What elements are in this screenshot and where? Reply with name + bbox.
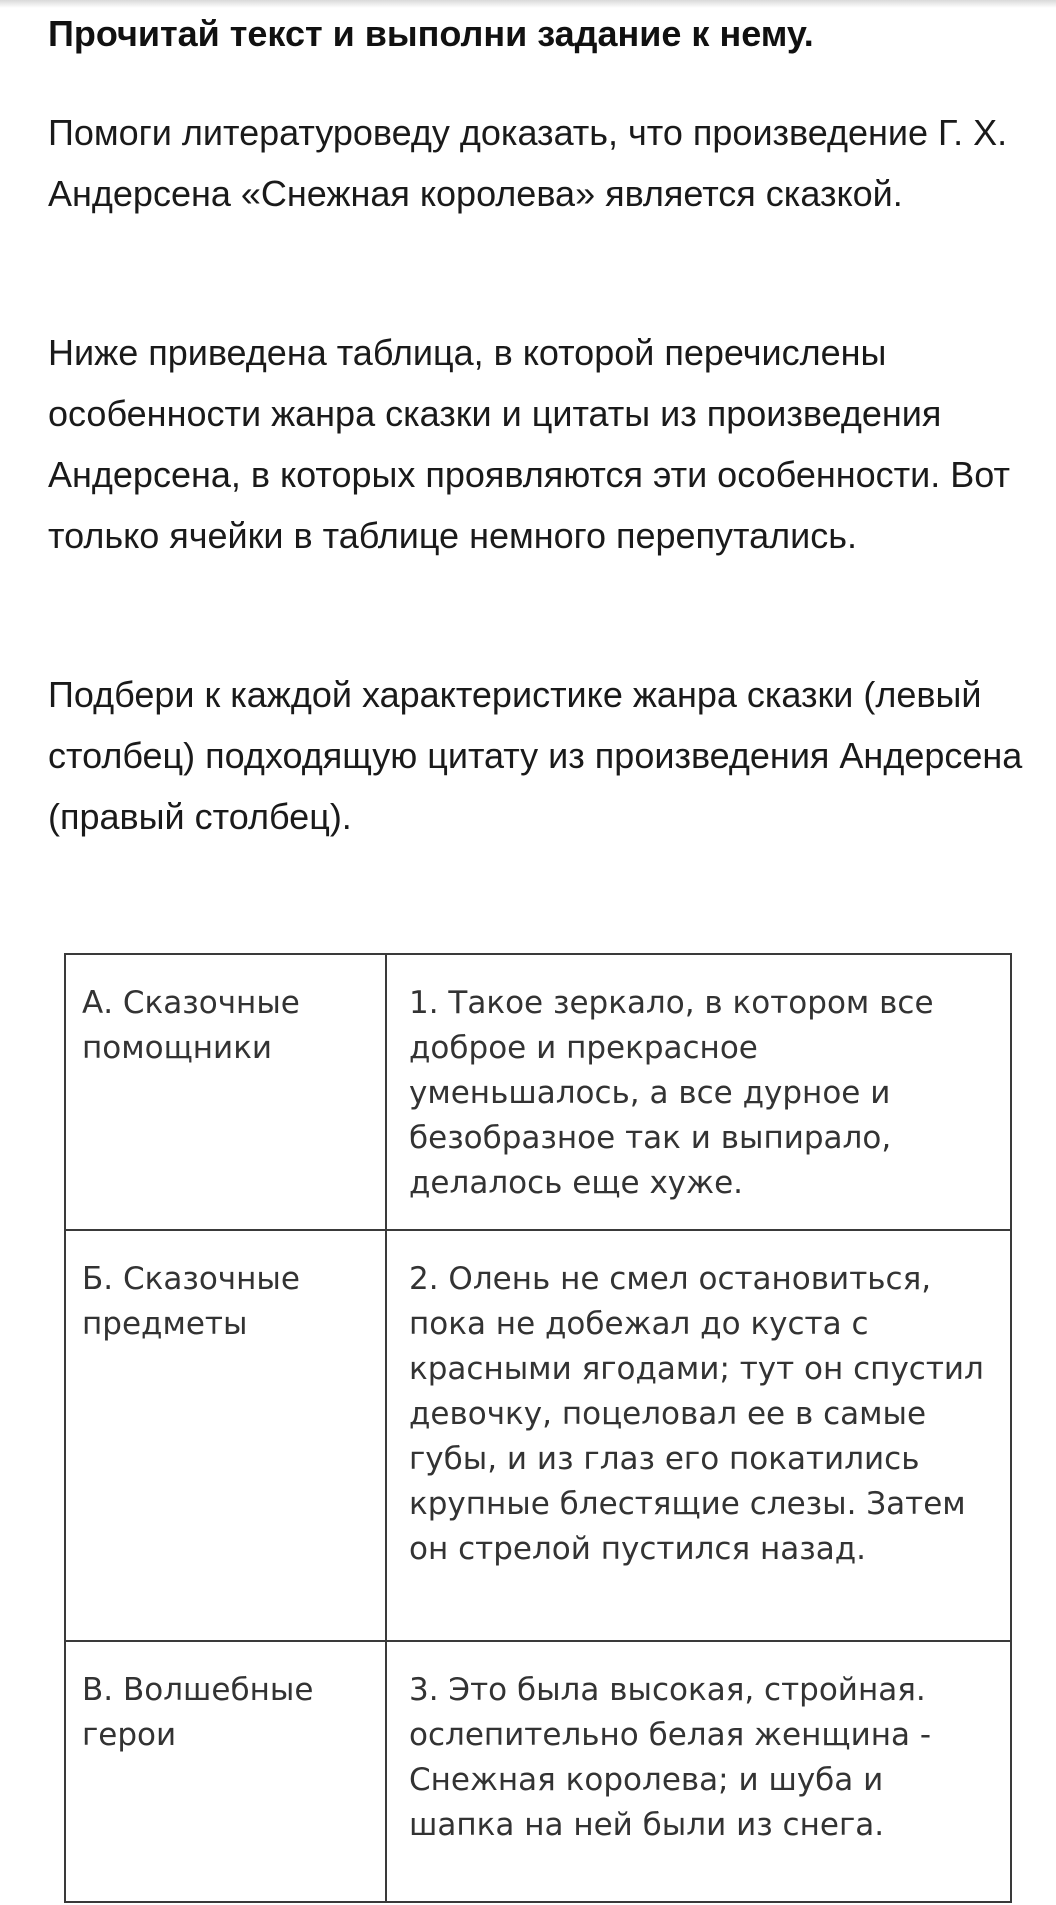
task-heading: Прочитай текст и выполни задание к нему. — [48, 13, 814, 54]
table-row — [65, 1230, 1011, 1641]
table-row — [65, 954, 1011, 1230]
feature-cell-b: Б. Сказочные предметы — [65, 1230, 386, 1641]
quote-cell-3: 3. Это была высокая, стройная. ослепительно белая женщина - Снежная королева; и шуба и шапка на ней были из снега. — [386, 1641, 1011, 1902]
quote-cell-2: 2. Олень не смел остановиться, пока не добежал до куста с красными ягодами; тут он спустил девочку, поцеловал ее в самые губы, и из глаз его покатились крупные блестящие слезы. Затем он стрелой пустился назад. — [386, 1230, 1011, 1641]
matching-table — [64, 953, 1012, 1903]
feature-cell-a: А. Сказочные помощники — [65, 954, 386, 1230]
feature-cell-c: В. Волшебные герои — [65, 1641, 386, 1902]
task-paragraph-intro: Помоги литературоведу доказать, что произведение Г. Х. Андерсена «Снежная королева» является сказкой. — [48, 112, 1008, 214]
quote-cell-1: 1. Такое зеркало, в котором все доброе и прекрасное уменьшалось, а все дурное и безобразное так и выпирало, делалось еще хуже. — [386, 954, 1011, 1230]
table-row — [65, 1641, 1011, 1902]
task-paragraph-instruction: Подбери к каждой характеристике жанра сказки (левый столбец) подходящую цитату из произведения Андерсена (правый столбец). — [48, 674, 1023, 837]
top-scroll-shadow — [0, 0, 1056, 8]
task-paragraph-description: Ниже приведена таблица, в которой перечислены особенности жанра сказки и цитаты из произведения Андерсена, в которых проявляются эти особенности. Вот только ячейки в таблице немного перепутались. — [48, 332, 1010, 556]
